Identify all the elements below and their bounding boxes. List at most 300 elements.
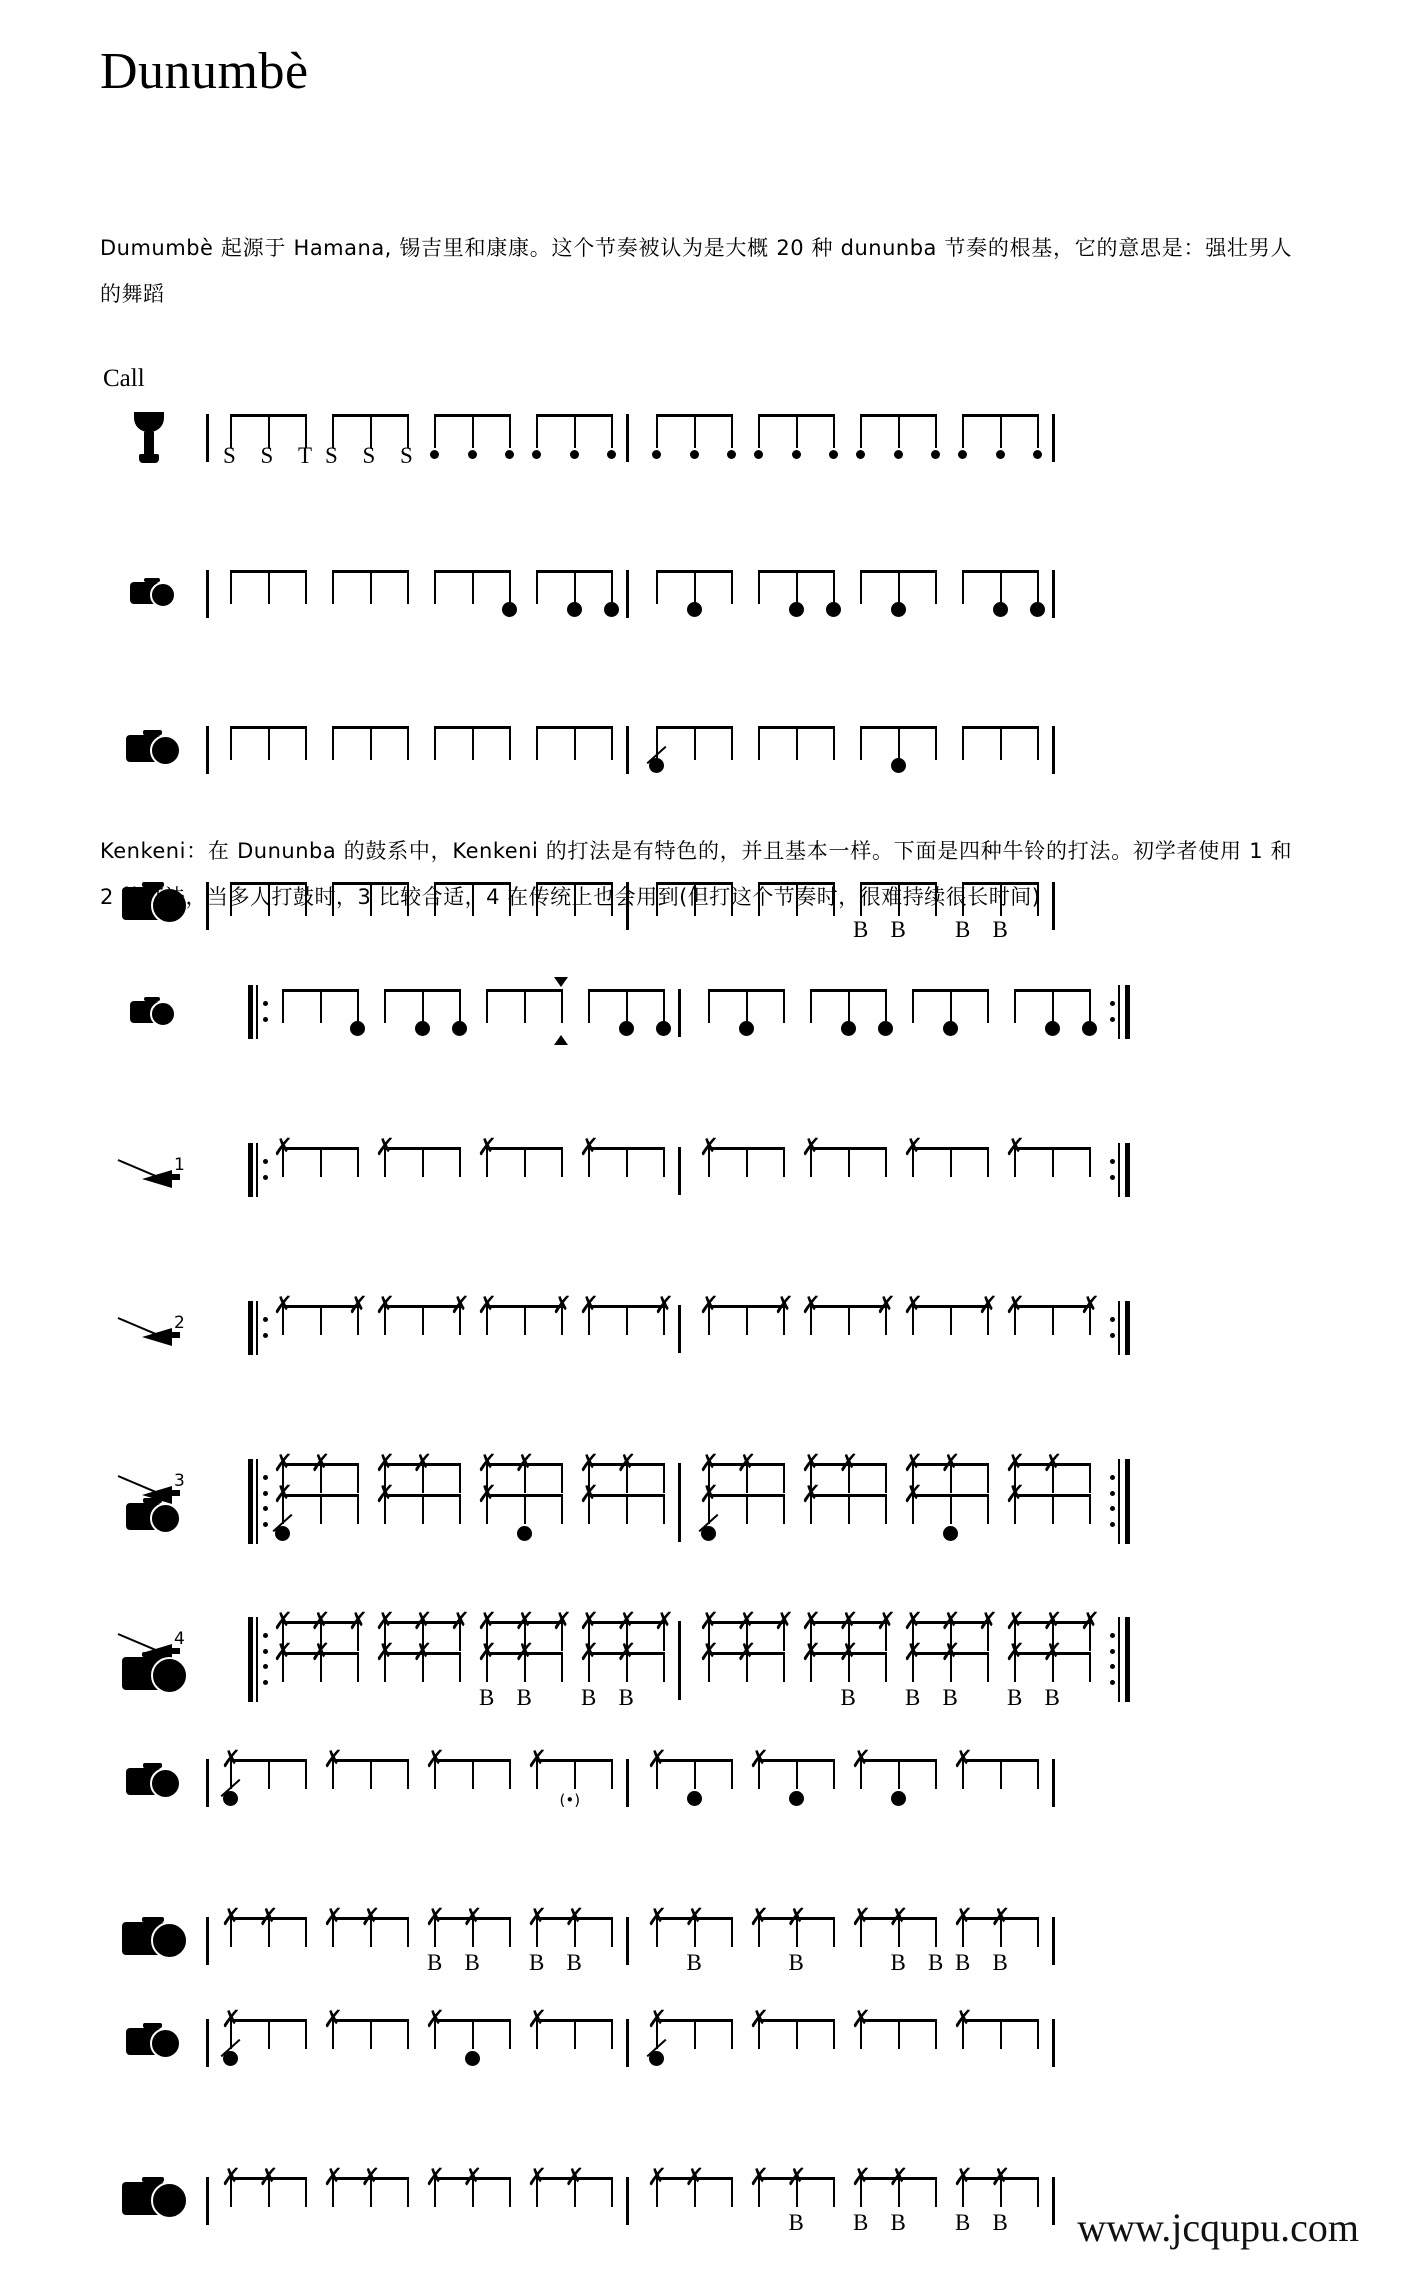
note-head-x: ✗ xyxy=(903,1607,924,1635)
note-head-x: ✗ xyxy=(1042,1638,1063,1666)
barline xyxy=(626,414,629,462)
barline xyxy=(206,1759,209,1807)
note-head-x: ✗ xyxy=(425,1903,446,1931)
note-head-x: ✗ xyxy=(514,1607,535,1635)
note-head-x: ✗ xyxy=(348,1291,369,1319)
note-head-x: ✗ xyxy=(258,1903,279,1931)
kenkeni-icon-cell-2 xyxy=(100,975,192,1049)
note-head-dot xyxy=(829,450,838,459)
note-head-x: ✗ xyxy=(851,2005,872,2033)
note-head-x: ✗ xyxy=(477,1638,498,1666)
bass-letter: B xyxy=(890,2210,906,2235)
note-head-x: ✗ xyxy=(699,1133,720,1161)
note-head-x: ✗ xyxy=(616,1638,637,1666)
note-head-x: ✗ xyxy=(1042,1449,1063,1477)
note-head-x: ✗ xyxy=(940,1607,961,1635)
note-head-x: ✗ xyxy=(736,1449,757,1477)
note-head-dot xyxy=(931,450,940,459)
kenkeni-drum-icon xyxy=(130,997,174,1023)
barline xyxy=(206,726,209,774)
barline xyxy=(626,570,629,618)
staff-dundunba-2 xyxy=(100,1638,1300,1712)
note-head-x: ✗ xyxy=(940,1449,961,1477)
note-head-dot xyxy=(532,450,541,459)
note-head-x: ✗ xyxy=(647,2163,668,2191)
barline xyxy=(1052,414,1055,462)
note-head-x: ✗ xyxy=(699,1607,720,1635)
sangban-dundunba-system-1 xyxy=(100,1480,1300,1710)
sangban-drum-icon xyxy=(126,1763,180,1795)
note-head-x: ✗ xyxy=(801,1480,822,1508)
note-head-x: ✗ xyxy=(1005,1291,1026,1319)
note-head-dot xyxy=(789,1791,804,1806)
barline xyxy=(678,1494,681,1542)
staff-bell-2 xyxy=(100,1291,1300,1365)
note-head-x: ✗ xyxy=(425,2163,446,2191)
note-head-x: ✗ xyxy=(375,1607,396,1635)
note-head-dot xyxy=(1030,602,1045,617)
repeat-end-barline xyxy=(1110,1490,1132,1544)
note-head-x: ✗ xyxy=(1005,1607,1026,1635)
bass-letter: B xyxy=(788,1950,804,1975)
bass-letter: B xyxy=(618,1685,634,1710)
note-head-x: ✗ xyxy=(375,1449,396,1477)
note-head-x: ✗ xyxy=(579,1133,600,1161)
sangban-drum-icon xyxy=(126,2023,180,2055)
barline xyxy=(678,989,681,1037)
barline xyxy=(206,570,209,618)
note-head-x: ✗ xyxy=(940,1638,961,1666)
note-head-x: ✗ xyxy=(552,1607,573,1635)
note-head-slashed xyxy=(223,2051,238,2066)
note-head-x: ✗ xyxy=(579,1449,600,1477)
note-head-x: ✗ xyxy=(579,1291,600,1319)
note-head-slashed xyxy=(223,1791,238,1806)
note-head-x: ✗ xyxy=(990,1903,1011,1931)
repeat-start-barline xyxy=(248,985,270,1039)
note-head-x: ✗ xyxy=(801,1607,822,1635)
dundunba-drum-icon xyxy=(122,1652,186,1690)
note-head-x: ✗ xyxy=(527,1745,548,1773)
note-head-x: ✗ xyxy=(375,1291,396,1319)
note-head-dot xyxy=(687,1791,702,1806)
note-head-dot xyxy=(943,1021,958,1036)
bell-icon-cell-1 xyxy=(100,1133,192,1207)
barline xyxy=(626,1917,629,1965)
note-head-x: ✗ xyxy=(749,1903,770,1931)
bass-letter: B xyxy=(788,2210,804,2235)
note-head-x: ✗ xyxy=(654,1291,675,1319)
note-head-x: ✗ xyxy=(273,1133,294,1161)
note-head-dot xyxy=(878,1021,893,1036)
note-head-x: ✗ xyxy=(903,1291,924,1319)
note-head-dot xyxy=(739,1021,754,1036)
sangban-icon-cell xyxy=(100,1480,192,1554)
note-head-x: ✗ xyxy=(953,2005,974,2033)
note-head-x: ✗ xyxy=(412,1638,433,1666)
note-head-dot xyxy=(430,450,439,459)
note-head-x: ✗ xyxy=(903,1480,924,1508)
note-head-x: ✗ xyxy=(375,1638,396,1666)
repeat-start-barline xyxy=(248,1490,270,1544)
note-head-dot xyxy=(856,450,865,459)
note-head-x: ✗ xyxy=(450,1291,471,1319)
note-head-x: ✗ xyxy=(1005,1449,1026,1477)
note-head-x: ✗ xyxy=(221,2005,242,2033)
sangban-dundunba-system-2 xyxy=(100,1745,1300,1975)
note-head-x: ✗ xyxy=(477,1291,498,1319)
staff-sangban-3 xyxy=(100,1745,1300,1819)
note-head-x: ✗ xyxy=(801,1638,822,1666)
note-head-x: ✗ xyxy=(273,1449,294,1477)
note-head-x: ✗ xyxy=(903,1638,924,1666)
note-head-x: ✗ xyxy=(1080,1607,1101,1635)
note-head-x: ✗ xyxy=(477,1449,498,1477)
note-head-x: ✗ xyxy=(310,1638,331,1666)
note-head-x: ✗ xyxy=(564,2163,585,2191)
barline xyxy=(678,1147,681,1195)
cowbell-stick-icon xyxy=(118,1155,185,1189)
note-head-x: ✗ xyxy=(749,2005,770,2033)
bass-letter: B xyxy=(1007,1685,1023,1710)
note-head-x: ✗ xyxy=(774,1607,795,1635)
note-head-x: ✗ xyxy=(990,2163,1011,2191)
bass-letter: B xyxy=(955,917,971,942)
barline xyxy=(1052,570,1055,618)
djembe-icon xyxy=(134,412,164,464)
note-head-x: ✗ xyxy=(801,1291,822,1319)
barline xyxy=(1052,1759,1055,1807)
intro-paragraph: Dumumbè 起源于 Hamana, 锡吉里和康康。这个节奏被认为是大概 20 种 dununba 节奏的根基，它的意思是：强壮男人的舞蹈 xyxy=(100,236,1292,306)
bass-letter: B xyxy=(427,1950,443,1975)
kenkeni-paragraph: Kenkeni：在 Dununba 的鼓系中，Kenkeni 的打法是有特色的，并且基本一样。下面是四种牛铃的打法。初学者使用 1 和 2 的打法，当多人打鼓时，3 比较合适，4 在传统上也会用到(但打这个节奏时，很难持续很长时间) xyxy=(100,839,1292,909)
note-head-x: ✗ xyxy=(375,1480,396,1508)
note-head-x: ✗ xyxy=(375,1133,396,1161)
note-head-dot xyxy=(607,450,616,459)
note-head-x: ✗ xyxy=(360,2163,381,2191)
staff-sangban-2 xyxy=(100,1480,1300,1554)
bass-letter: B xyxy=(992,1950,1008,1975)
note-head-dot xyxy=(727,450,736,459)
bass-letter: B xyxy=(992,917,1008,942)
note-head-x: ✗ xyxy=(786,2163,807,2191)
note-head-x: ✗ xyxy=(953,1745,974,1773)
note-head-x: ✗ xyxy=(273,1638,294,1666)
note-head-x: ✗ xyxy=(801,1133,822,1161)
note-head-dot xyxy=(792,450,801,459)
note-head-x: ✗ xyxy=(699,1480,720,1508)
note-head-x: ✗ xyxy=(876,1607,897,1635)
note-head-x: ✗ xyxy=(953,2163,974,2191)
note-head-dot xyxy=(656,1021,671,1036)
note-head-x: ✗ xyxy=(425,2005,446,2033)
note-head-x: ✗ xyxy=(360,1903,381,1931)
note-head-dot xyxy=(754,450,763,459)
note-head-x: ✗ xyxy=(579,1607,600,1635)
staff-kenkeni-pattern xyxy=(100,975,1300,1049)
note-head-x: ✗ xyxy=(699,1638,720,1666)
sangban-icon-cell xyxy=(100,712,192,786)
barline xyxy=(678,1305,681,1353)
note-head-x: ✗ xyxy=(1005,1638,1026,1666)
note-head-dot xyxy=(1082,1021,1097,1036)
staff-djembe-call xyxy=(100,400,1300,474)
note-head-x: ✗ xyxy=(699,1449,720,1477)
sangban-icon-cell xyxy=(100,1745,192,1819)
barline xyxy=(206,2019,209,2067)
note-head-dot xyxy=(415,1021,430,1036)
sangban-icon-cell xyxy=(100,2005,192,2079)
barline xyxy=(206,2177,209,2225)
note-head-x: ✗ xyxy=(888,1903,909,1931)
note-head-x: ✗ xyxy=(514,1449,535,1477)
bass-letter: B xyxy=(479,1685,495,1710)
bass-letter: B xyxy=(992,2210,1008,2235)
bass-letter: B xyxy=(840,1685,856,1710)
note-head-x: ✗ xyxy=(323,2163,344,2191)
note-head-x: ✗ xyxy=(851,1745,872,1773)
bass-letter: B xyxy=(890,1950,906,1975)
bass-letter: B xyxy=(955,1950,971,1975)
note-head-x: ✗ xyxy=(273,1291,294,1319)
note-head-x: ✗ xyxy=(579,1638,600,1666)
note-head-dot xyxy=(789,602,804,617)
note-head-x: ✗ xyxy=(838,1638,859,1666)
note-head-x: ✗ xyxy=(477,1480,498,1508)
barline xyxy=(1052,2019,1055,2067)
note-head-x: ✗ xyxy=(527,2163,548,2191)
dundunba-drum-icon xyxy=(122,2177,186,2215)
note-head-x: ✗ xyxy=(1005,1480,1026,1508)
kenkeni-icon-cell xyxy=(100,556,192,630)
note-head-x: ✗ xyxy=(310,1607,331,1635)
note-head-dot xyxy=(502,602,517,617)
note-head-x: ✗ xyxy=(647,1903,668,1931)
bass-letter: B xyxy=(516,1685,532,1710)
note-head-x: ✗ xyxy=(801,1449,822,1477)
kenkeni-drum-icon xyxy=(130,578,174,604)
repeat-end-barline xyxy=(1110,1143,1132,1197)
repeat-start-barline xyxy=(248,1143,270,1197)
note-head-x: ✗ xyxy=(564,1903,585,1931)
note-head-x: ✗ xyxy=(838,1449,859,1477)
note-head-x: ✗ xyxy=(477,1607,498,1635)
note-head-x: ✗ xyxy=(647,2005,668,2033)
barline xyxy=(1052,2177,1055,2225)
note-head-x: ✗ xyxy=(1005,1133,1026,1161)
note-head-dot xyxy=(1045,1021,1060,1036)
note-head-x: ✗ xyxy=(514,1638,535,1666)
note-head-dot xyxy=(943,1526,958,1541)
repeat-end-barline xyxy=(1110,985,1132,1039)
note-head-x: ✗ xyxy=(462,1903,483,1931)
bass-letter: B xyxy=(905,1685,921,1710)
bass-letter: B xyxy=(581,1685,597,1710)
djembe-icon-cell xyxy=(100,400,192,474)
repeat-end-barline xyxy=(1110,1301,1132,1355)
note-head-dot xyxy=(687,602,702,617)
note-head-x: ✗ xyxy=(749,2163,770,2191)
accent-up-icon xyxy=(554,1035,568,1045)
note-head-slashed xyxy=(275,1526,290,1541)
note-head-dot xyxy=(993,602,1008,617)
note-head-x: ✗ xyxy=(1080,1291,1101,1319)
barline xyxy=(626,2019,629,2067)
barline xyxy=(206,1917,209,1965)
note-head-x: ✗ xyxy=(654,1607,675,1635)
note-head-slashed xyxy=(649,2051,664,2066)
note-head-slashed xyxy=(701,1526,716,1541)
accent-down-icon xyxy=(554,977,568,987)
note-head-x: ✗ xyxy=(412,1607,433,1635)
note-head-x: ✗ xyxy=(736,1607,757,1635)
stroke-letter: S xyxy=(400,443,413,468)
page-title: Dunumbè xyxy=(100,43,309,100)
bell-pattern-number-2: 2 xyxy=(174,1313,185,1333)
bell-pattern-number-4: 4 xyxy=(174,1629,185,1649)
note-head-x: ✗ xyxy=(647,1745,668,1773)
note-head-x: ✗ xyxy=(978,1291,999,1319)
bass-letter: B xyxy=(464,1950,480,1975)
site-watermark: www.jcqupu.com xyxy=(1077,2205,1359,2250)
note-head-x: ✗ xyxy=(348,1607,369,1635)
barline xyxy=(678,1652,681,1700)
staff-bell-1 xyxy=(100,1133,1300,1207)
note-head-x: ✗ xyxy=(450,1607,471,1635)
barline xyxy=(626,726,629,774)
barline xyxy=(1052,1917,1055,1965)
note-head-dot xyxy=(841,1021,856,1036)
dundunba-icon-cell xyxy=(100,1638,192,1712)
note-head-dot xyxy=(996,450,1005,459)
note-head-x: ✗ xyxy=(786,1903,807,1931)
note-head-dot xyxy=(891,602,906,617)
note-head-x: ✗ xyxy=(258,2163,279,2191)
repeat-start-barline xyxy=(248,1301,270,1355)
note-head-x: ✗ xyxy=(462,2163,483,2191)
note-head-dot xyxy=(894,450,903,459)
note-head-dot xyxy=(517,1526,532,1541)
bass-letter: B xyxy=(1044,1685,1060,1710)
bass-letter: B xyxy=(853,917,869,942)
repeat-start-barline xyxy=(248,1648,270,1702)
note-head-x: ✗ xyxy=(736,1638,757,1666)
sangban-drum-icon xyxy=(126,1498,180,1530)
note-head-x: ✗ xyxy=(1042,1607,1063,1635)
note-head-dot xyxy=(690,450,699,459)
barline xyxy=(626,2177,629,2225)
note-head-dot xyxy=(826,602,841,617)
note-head-x: ✗ xyxy=(684,1903,705,1931)
dundunba-icon-cell xyxy=(100,2163,192,2237)
note-head-dot xyxy=(567,602,582,617)
bell-patterns-system xyxy=(100,975,1300,1649)
note-head-x: ✗ xyxy=(851,2163,872,2191)
note-head-dot xyxy=(1033,450,1042,459)
note-head-dot xyxy=(570,450,579,459)
note-head-x: ✗ xyxy=(323,1745,344,1773)
note-head-x: ✗ xyxy=(903,1133,924,1161)
note-head-dot xyxy=(452,1021,467,1036)
note-head-x: ✗ xyxy=(323,2005,344,2033)
note-head-x: ✗ xyxy=(903,1449,924,1477)
note-head-x: ✗ xyxy=(616,1607,637,1635)
stroke-letter: S xyxy=(260,443,274,468)
note-head-x: ✗ xyxy=(774,1291,795,1319)
note-head-x: ✗ xyxy=(273,1480,294,1508)
bass-letter: B xyxy=(566,1950,582,1975)
staff-kenkeni-call xyxy=(100,556,1300,630)
sangban-drum-icon xyxy=(126,730,180,762)
bell-pattern-number-3: 3 xyxy=(174,1471,185,1491)
dundunba-icon-cell xyxy=(100,1903,192,1977)
barline xyxy=(626,1759,629,1807)
bell-pattern-number-1: 1 xyxy=(174,1155,185,1175)
note-head-dot xyxy=(350,1021,365,1036)
note-head-x: ✗ xyxy=(527,2005,548,2033)
bass-letter: B xyxy=(686,1950,702,1975)
stroke-letter: S xyxy=(223,443,236,468)
bass-letter: B xyxy=(955,2210,971,2235)
note-head-x: ✗ xyxy=(579,1480,600,1508)
note-head-slashed xyxy=(649,758,664,773)
stroke-letter: S xyxy=(325,443,338,468)
note-head-x: ✗ xyxy=(978,1607,999,1635)
staff-sangban-call xyxy=(100,712,1300,786)
note-head-dot xyxy=(891,758,906,773)
dundunba-drum-icon xyxy=(122,1917,186,1955)
note-head-x: ✗ xyxy=(876,1291,897,1319)
note-head-x: ✗ xyxy=(616,1449,637,1477)
bass-letter: B xyxy=(529,1950,545,1975)
bass-letter: B xyxy=(853,2210,869,2235)
note-head-x: ✗ xyxy=(273,1607,294,1635)
bass-letter: B xyxy=(890,917,906,942)
note-head-x: ✗ xyxy=(699,1291,720,1319)
ghost-note: (•) xyxy=(559,1791,581,1809)
note-head-x: ✗ xyxy=(221,1903,242,1931)
note-head-x: ✗ xyxy=(477,1133,498,1161)
note-head-dot xyxy=(958,450,967,459)
note-head-x: ✗ xyxy=(953,1903,974,1931)
bass-letter: B xyxy=(942,1685,958,1710)
note-head-dot xyxy=(652,450,661,459)
note-head-x: ✗ xyxy=(412,1449,433,1477)
note-head-x: ✗ xyxy=(684,2163,705,2191)
repeat-end-barline xyxy=(1110,1648,1132,1702)
staff-dundunba-3 xyxy=(100,1903,1300,1977)
note-head-x: ✗ xyxy=(888,2163,909,2191)
bell-icon-cell-2 xyxy=(100,1291,192,1365)
cowbell-stick-icon xyxy=(118,1313,185,1347)
note-head-x: ✗ xyxy=(749,1745,770,1773)
note-head-x: ✗ xyxy=(221,2163,242,2191)
note-head-x: ✗ xyxy=(552,1291,573,1319)
barline xyxy=(1052,726,1055,774)
note-head-x: ✗ xyxy=(221,1745,242,1773)
note-head-dot xyxy=(604,602,619,617)
note-head-x: ✗ xyxy=(851,1903,872,1931)
note-head-dot xyxy=(505,450,514,459)
note-head-x: ✗ xyxy=(838,1607,859,1635)
note-head-dot xyxy=(468,450,477,459)
note-head-x: ✗ xyxy=(425,1745,446,1773)
note-head-dot xyxy=(619,1021,634,1036)
staff-sangban-4 xyxy=(100,2005,1300,2079)
note-head-x: ✗ xyxy=(310,1449,331,1477)
stroke-letter: S xyxy=(362,443,376,468)
call-section-label: Call xyxy=(103,365,145,392)
